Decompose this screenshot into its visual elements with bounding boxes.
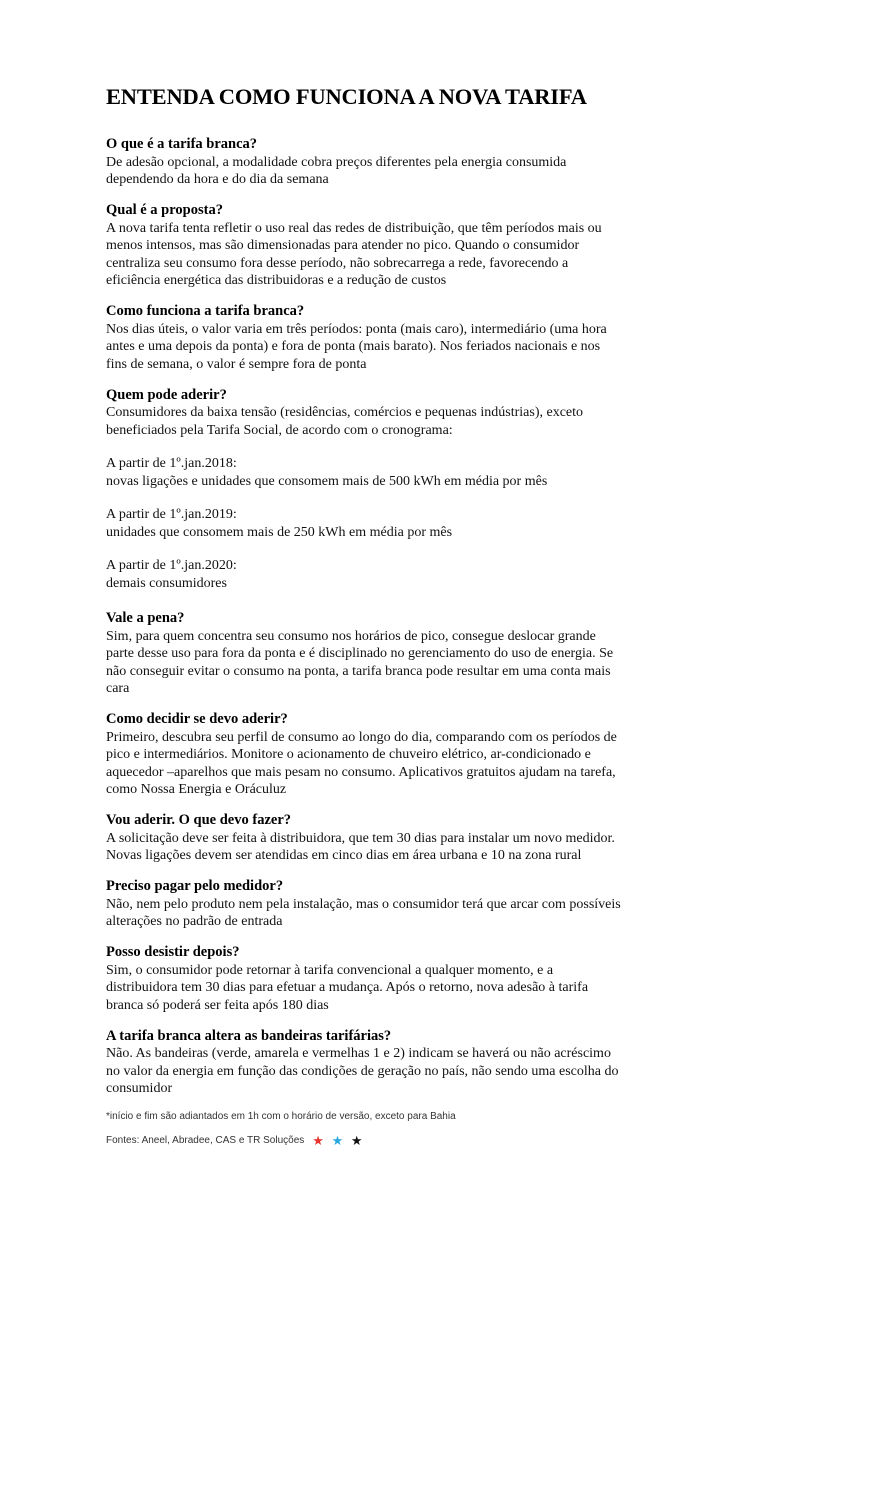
faq-item-who-can-join [106, 387, 621, 440]
schedule-item-2018 [106, 455, 621, 490]
faq-question: Como funciona a tarifa branca? [106, 303, 305, 319]
faq-answer: A nova tarifa tenta refletir o uso real das redes de distribuição, que têm períodos mais ou menos intensos, mas são dimensionadas para atender no pico. Quando o consumidor centraliza seu consumo fora desse período, não sobrecarrega a rede, favorecendo a eficiência energética das distribuidoras e a redução de custos [106, 220, 602, 288]
schedule-date: A partir de 1º.jan.2018: [106, 456, 237, 471]
faq-answer: Sim, para quem concentra seu consumo nos horários de pico, consegue deslocar grande parte desse uso para fora da ponta e é disciplinado no gerenciamento do uso de energia. Se não conseguir evitar o consumo na ponta, a tarifa branca pode resultar em uma conta mais cara [106, 628, 614, 696]
schedule-description: novas ligações e unidades que consomem mais de 500 kWh em média por mês [106, 473, 548, 489]
black-star-icon: ★ [350, 1133, 365, 1148]
faq-question: Posso desistir depois? [106, 944, 240, 960]
faq-item-proposal [106, 202, 621, 290]
faq-answer: Sim, o consumidor pode retornar à tarifa convencional a qualquer momento, e a distribuidora tem 30 dias para efetuar a mudança. Após o retorno, nova adesão à tarifa branca só poderá ser feita após 180 dias [106, 962, 589, 1013]
faq-item-tariff-flags [106, 1028, 621, 1098]
faq-question: Preciso pagar pelo medidor? [106, 878, 284, 894]
faq-question: Vale a pena? [106, 610, 185, 626]
faq-item-what-is [106, 136, 621, 189]
faq-question: O que é a tarifa branca? [106, 136, 258, 152]
blue-star-icon: ★ [331, 1133, 346, 1148]
sources-text: Fontes: Aneel, Abradee, CAS e TR Soluções [106, 1135, 305, 1146]
schedule-date: A partir de 1º.jan.2019: [106, 507, 237, 522]
faq-answer: Primeiro, descubra seu perfil de consumo ao longo do dia, comparando com os períodos de pico e intermediários. Monitore o acionamento de chuveiro elétrico, ar-condicionado e aquecedor –aparelhos que mais pesam no consumo. Aplicativos gratuitos ajudam na tarefa, como Nossa Energia e Oráculuz [106, 729, 617, 797]
page-title: ENTENDA COMO FUNCIONA A NOVA TARIFA [106, 84, 587, 109]
schedule-description: unidades que consomem mais de 250 kWh em média por mês [106, 524, 453, 540]
faq-question: Quem pode aderir? [106, 386, 227, 403]
faq-answer: Consumidores da baixa tensão (residências, comércios e pequenas indústrias), exceto beneficiados pela Tarifa Social, de acordo com o cronograma: [106, 405, 584, 438]
faq-answer: A solicitação deve ser feita à distribuidora, que tem 30 dias para instalar um novo medidor. Novas ligações devem ser atendidas em cinco dias em área urbana e 10 na zona rural [106, 830, 615, 863]
faq-answer: De adesão opcional, a modalidade cobra preços diferentes pela energia consumida dependendo da hora e do dia da semana [106, 154, 567, 187]
schedule-date: A partir de 1º.jan.2020: [106, 558, 237, 573]
red-star-icon: ★ [312, 1133, 326, 1148]
faq-answer: Não, nem pelo produto nem pela instalação, mas o consumidor terá que arcar com possíveis alterações no padrão de entrada [106, 896, 621, 929]
schedule-description: demais consumidores [106, 575, 227, 591]
faq-question: A tarifa branca altera as bandeiras tarifárias? [106, 1027, 392, 1044]
sources-line [106, 1135, 621, 1147]
brand-stars [312, 1135, 364, 1147]
faq-item-meter-cost [106, 878, 621, 931]
faq-answer: Não. As bandeiras (verde, amarela e vermelhas 1 e 2) indicam se haverá ou não acréscimo no valor da energia em função das condições de geração no país, não sendo uma escolha do consumidor [106, 1046, 619, 1096]
faq-item-worth-it [106, 610, 621, 698]
infographic-article [106, 84, 621, 1148]
faq-item-how-it-works [106, 303, 621, 373]
schedule-item-2020 [106, 557, 621, 592]
schedule-item-2019 [106, 506, 621, 541]
faq-question: Como decidir se devo aderir? [106, 711, 288, 727]
faq-item-how-to-decide [106, 711, 621, 799]
faq-question: Vou aderir. O que devo fazer? [106, 812, 292, 828]
faq-question: Qual é a proposta? [106, 202, 223, 218]
faq-answer: Nos dias úteis, o valor varia em três períodos: ponta (mais caro), intermediário (uma hora antes e uma depois da ponta) e fora de ponta (mais barato). Nos feriados nacionais e nos fins de semana, o valor é sempre fora de ponta [106, 321, 607, 372]
footnote: *início e fim são adiantados em 1h com o horário de versão, exceto para Bahia [106, 1111, 456, 1122]
faq-item-what-to-do [106, 812, 621, 865]
faq-item-give-up [106, 944, 621, 1014]
